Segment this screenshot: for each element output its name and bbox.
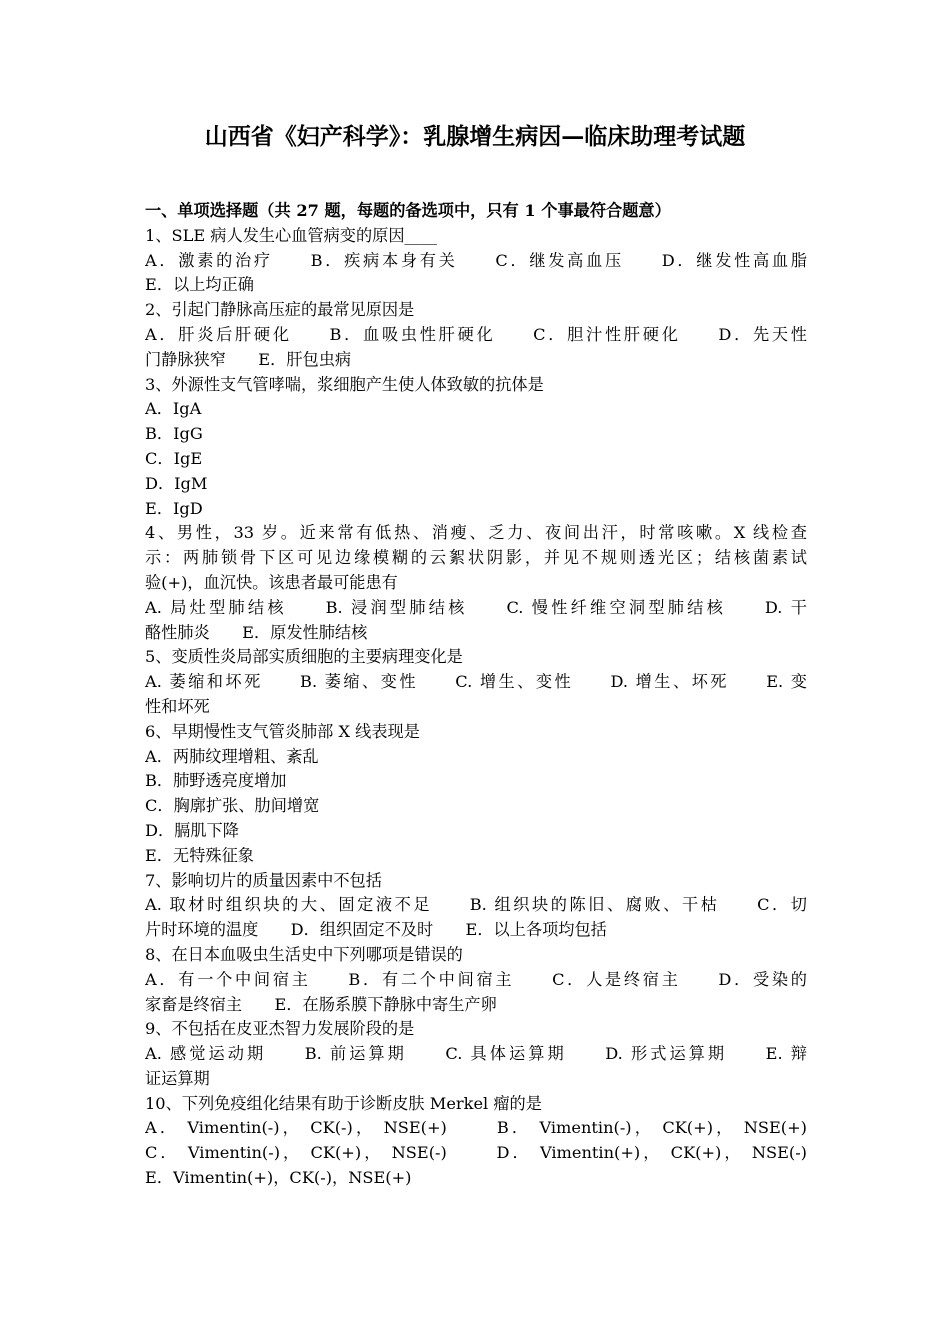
text-line: C．胸廓扩张、肋间增宽 bbox=[145, 796, 320, 816]
text-line: 家畜是终宿主 E．在肠系膜下静脉中寄生产卵 bbox=[145, 994, 497, 1014]
text-line: A. 感觉运动期 B. 前运算期 C. 具体运算期 D. 形式运算期 E. 辩 bbox=[145, 1044, 807, 1064]
text-line: C． Vimentin(-)， CK(+)， NSE(-) D． Vimentin(+)， CK(+)， NSE(-) bbox=[145, 1143, 807, 1163]
text-line: 门静脉狭窄 E．肝包虫病 bbox=[145, 349, 352, 369]
text-line: E．Vimentin(+)，CK(-)，NSE(+) bbox=[145, 1168, 412, 1188]
text-line: 8、在日本血吸虫生活史中下列哪项是错误的 bbox=[145, 944, 463, 964]
document-title: 山西省《妇产科学》：乳腺增生病因—临床助理考试题 bbox=[204, 123, 746, 150]
text-line: 酪性肺炎 E．原发性肺结核 bbox=[145, 622, 368, 642]
text-line: 示：两肺锁骨下区可见边缘模糊的云絮状阴影，并见不规则透光区；结核菌素试 bbox=[145, 548, 807, 568]
text-line: A．IgA bbox=[145, 399, 202, 419]
section-heading: 一、单项选择题（共 27 题，每题的备选项中，只有 1 个事最符合题意） bbox=[145, 201, 671, 220]
text-line: A. 萎缩和坏死 B. 萎缩、变性 C. 增生、变性 D. 增生、坏死 E. 变 bbox=[145, 672, 807, 692]
text-line: A．肝炎后肝硬化 B．血吸虫性肝硬化 C．胆汁性肝硬化 D．先天性 bbox=[145, 324, 807, 344]
text-line: 6、早期慢性支气管炎肺部 X 线表现是 bbox=[145, 721, 420, 741]
text-line: D．膈肌下降 bbox=[145, 820, 239, 840]
text-line: A. 取材时组织块的大、固定液不足 B. 组织块的陈旧、腐败、干枯 C．切 bbox=[145, 895, 807, 915]
text-line: E．无特殊征象 bbox=[145, 845, 254, 865]
text-line: 1、SLE 病人发生心血管病变的原因____ bbox=[145, 225, 437, 245]
text-line: A．有一个中间宿主 B．有二个中间宿主 C．人是终宿主 D．受染的 bbox=[145, 969, 807, 989]
text-line: C．IgE bbox=[145, 448, 203, 468]
text-line: 7、影响切片的质量因素中不包括 bbox=[145, 870, 382, 890]
text-line: 9、不包括在皮亚杰智力发展阶段的是 bbox=[145, 1019, 415, 1039]
text-line: E．以上均正确 bbox=[145, 275, 254, 295]
text-line: 证运算期 bbox=[145, 1068, 210, 1088]
text-line: D．IgM bbox=[145, 473, 208, 493]
question-content bbox=[145, 199, 807, 1191]
text-line: A． Vimentin(-)， CK(-)， NSE(+) B． Vimentin(-)， CK(+)， NSE(+) bbox=[145, 1118, 807, 1138]
text-line: 验(+)，血沉快。该患者最可能患有 bbox=[145, 572, 398, 592]
text-line: E．IgD bbox=[145, 498, 203, 518]
text-line: 4、男性，33 岁。近来常有低热、消瘦、乏力、夜间出汗，时常咳嗽。X 线检查 bbox=[145, 523, 807, 543]
text-line: A．两肺纹理增粗、紊乱 bbox=[145, 746, 319, 766]
text-line: A. 局灶型肺结核 B. 浸润型肺结核 C. 慢性纤维空洞型肺结核 D. 干 bbox=[145, 597, 807, 617]
text-line: 片时环境的温度 D．组织固定不及时 E．以上各项均包括 bbox=[145, 920, 607, 940]
text-line: 10、下列免疫组化结果有助于诊断皮肤 Merkel 瘤的是 bbox=[145, 1093, 542, 1113]
text-line: 3、外源性支气管哮喘，浆细胞产生使人体致敏的抗体是 bbox=[145, 374, 544, 394]
text-line: B．IgG bbox=[145, 424, 203, 444]
text-line: B．肺野透亮度增加 bbox=[145, 771, 287, 791]
text-line: 性和坏死 bbox=[145, 696, 210, 716]
text-line: 5、变质性炎局部实质细胞的主要病理变化是 bbox=[145, 647, 463, 667]
text-line: A．激素的治疗 B．疾病本身有关 C．继发高血压 D．继发性高血脂 bbox=[145, 250, 807, 270]
text-line: 2、引起门静脉高压症的最常见原因是 bbox=[145, 300, 415, 320]
